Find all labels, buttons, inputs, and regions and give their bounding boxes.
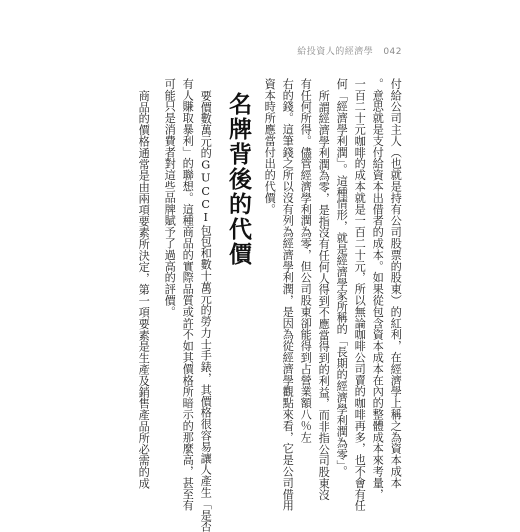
text-column: 可能只是消費者對這些品牌賦予了過高的評價。: [163, 78, 177, 318]
text-column: 有任何所得。儘管經濟學利潤為零，但公司股東卻能得到占營業額八％左: [299, 78, 313, 443]
running-title: 給投資人的經濟學: [297, 47, 374, 57]
section-heading: 名牌背後的代價: [225, 92, 251, 267]
text-column: 何「經濟學利潤」。這種情形，就是經濟學家所稱的「長期的經濟學利潤為零」。: [335, 78, 349, 478]
text-column: 所謂經濟學利潤為零，是指沒有任何人得到不應當得到的利益，而非指公司股東沒: [317, 90, 331, 501]
text-column: 有人賺取暴利」的聯想。這種商品的實際品質或許不如其價格所暗示的那麼高，甚至有: [181, 78, 195, 512]
running-header: [297, 44, 402, 60]
text-column: 一百二十元咖啡的成本就是一百二十元，所以無論咖啡公司賣的咖啡再多，也不會有任: [353, 78, 367, 512]
text-column: 要價數萬元的GUCCI包包和數十萬元的勞力士手錶，其價格很容易讓人產生「是否: [199, 90, 213, 532]
text-column: 。意思就是支付給資本出借者的成本。如果從包含資本成本在內的整體成本來考量，: [371, 78, 385, 500]
text-column: 付給公司主人（也就是持有公司股票的股東）的紅利，在經濟學上稱之為資本成本: [389, 78, 403, 489]
page-number: 042: [383, 47, 402, 57]
text-column: 商品的價格通常是由兩項要素所決定，第一項要素是生產及銷售產品所必需的成: [137, 90, 151, 489]
text-column: 右的錢。這筆錢之所以沒有列為經濟學利潤，是因為從經濟學觀點來看，它是公司借用: [281, 78, 295, 512]
text-column: 資本時所應當付出的代價。: [263, 78, 277, 215]
